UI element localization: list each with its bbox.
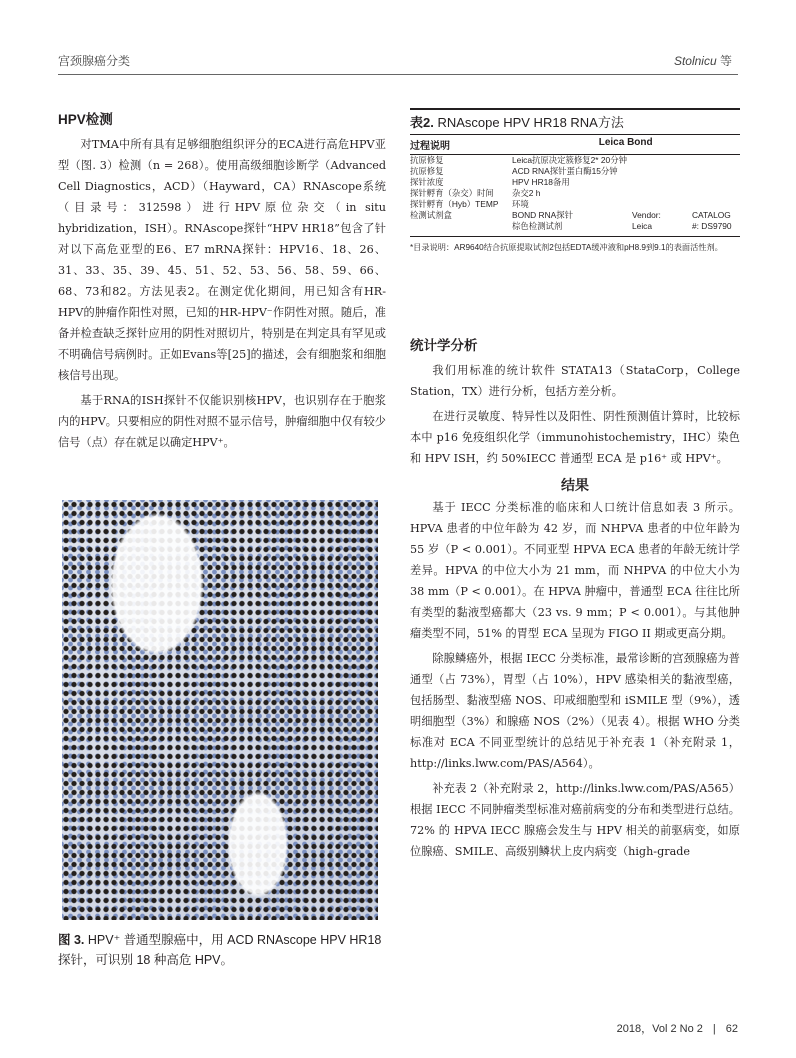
table-row [410, 221, 740, 232]
right-column [410, 108, 740, 866]
table-cell [692, 166, 740, 177]
table-cell: BOND RNA探针 [512, 210, 573, 220]
left-column [58, 108, 386, 457]
figure-caption [58, 930, 388, 970]
table-row [410, 155, 740, 166]
table-cell [632, 177, 692, 188]
table-cell: HPV HR18备用 [512, 177, 570, 187]
table-cell [632, 188, 692, 199]
section-heading-results: 结果 [561, 477, 589, 493]
paragraph: 我们用标准的统计软件 STATA13（StataCorp，College Station，TX）进行分析，包括方差分析。 [410, 364, 740, 398]
table-cell: #: DS9790 [692, 221, 732, 231]
footer-issue: 2018，Vol 2 No 2 [616, 1023, 703, 1035]
table-cell [632, 166, 692, 177]
table-cell: ACD RNA探针蛋白酶15分钟 [512, 166, 618, 176]
paragraph: 基于RNA的ISH探针不仅能识别核HPV，也识别存在于胞浆内的HPV。只要相应的阴性对照不显示信号，肿瘤细胞中仅有较少信号（点）存在就足以确定HPV⁺。 [58, 394, 386, 449]
paragraph: 对TMA中所有具有足够细胞组织评分的ECA进行高危HPV亚型（图. 3）检测（n = 268）。使用高级细胞诊断学（Advanced Cell Diagnostics，ACD）（Hayward，CA）RNAscope系统（目录号：312598）进行HPV原位杂交（in situ hybridization，ISH）。RNAscope探针“HPV HR18”包含了针对以下高危亚型的E6、E7 mRNA探针：HPV16、18、26、31、33、35、39、45、51、52、53、56、58、59、66、68、73和82。方法见表2。在测定优化期间，用已知含有HR-HPV的肿瘤作阳性对照，已知的HR-HPV⁻作阴性对照。随后，准备并检查缺乏探针应用的阴性对照切片，特别是在判定具有罕见或不明确信号病例时。正如Evans等[25]的描述，会有细胞浆和细胞核信号出现。 [58, 138, 386, 382]
table-cell: Vendor: [632, 210, 661, 220]
table-cell [692, 177, 740, 188]
header-rule [58, 74, 738, 75]
page-number: 62 [725, 1023, 738, 1035]
table-cell: 检测试剂盒 [410, 210, 452, 220]
paragraph: 除腺鳞癌外，根据 IECC 分类标准，最常诊断的宫颈腺癌为普通型（占 73%），胃型（占 10%），HPV 感染相关的黏液型癌，包括肠型、黏液型癌 NOS、印戒细胞型和 iSMILE 型（9%），透明细胞型（3%）和腺癌 NOS（2%）（见表 4）。根据 WHO 分类标准对 ECA 不同亚型统计的总结见于补充表 1（补充附录 1，http://links.lww.com/PAS/A564）。 [410, 652, 740, 770]
table-cell: 抗原修复 [410, 166, 444, 176]
author-suffix: 等 [719, 54, 732, 68]
table-cell: 探针浓度 [410, 177, 444, 187]
table-cell: 探针孵育（杂交）时间 [410, 188, 494, 198]
footer-separator: | [712, 1023, 716, 1035]
table-footnote: *目录说明：AR9640结合抗原提取试剂2包括EDTA缓冲液和pH8.9到9.1的表面活性剂。 [410, 236, 740, 254]
table-cell: CATALOG [692, 210, 731, 220]
section-heading-statistics: 统计学分析 [410, 338, 478, 353]
table-2 [410, 108, 740, 254]
paragraph: 基于 IECC 分类标准的临床和人口统计信息如表 3 所示。HPVA 患者的中位年龄为 42 岁，而 NHPVA 患者的中位年龄为 55 岁（P < 0.001）。不同亚型 HPVA ECA 患者的年龄无统计学差异。HPVA 的中位大小为 21 mm，而 NHPVA 的中位大小为 38 mm（P < 0.001）。在 HPVA 肿瘤中，普通型 ECA 往往比所有类型的黏液型癌都大（23 vs. 9 mm；P < 0.001）。与其他肿瘤类型不同，51% 的胃型 ECA 呈现为 FIGO II 期或更高分期。 [410, 501, 740, 640]
table-title [410, 108, 740, 131]
running-header-title: 宫颈腺癌分类 [58, 54, 131, 68]
table-header-cell: Leica Bond [598, 137, 653, 148]
table-header-cell: 过程说明 [410, 141, 450, 152]
table-cell: 杂交2 h [512, 188, 541, 198]
paragraph: 补充表 2（补充附录 2，http://links.lww.com/PAS/A565）根据 IECC 不同肿瘤类型标准对癌前病变的分布和类型进行总结。72% 的 HPVA IECC 腺癌会发生与 HPV 相关的前驱病变，如原位腺癌、SMILE、高级别鳞状上皮内病变（high-grade [410, 782, 740, 858]
paragraph: 在进行灵敏度、特异性以及阳性、阴性预测值计算时，比较标本中 p16 免疫组织化学（immunohistochemistry，IHC）染色和 HPV ISH，约 50%IECC 普通型 ECA 是 p16⁺ 或 HPV⁺。 [410, 410, 740, 465]
table-row [410, 199, 740, 210]
page-footer [617, 1020, 738, 1036]
table-cell [632, 199, 692, 210]
running-header-author [674, 52, 732, 69]
table-cell: 环境 [512, 199, 529, 209]
figure-caption-text: HPV⁺ 普通型腺癌中，用 ACD RNAscope HPV HR18 探针，可识别 18 种高危 HPV。 [58, 933, 382, 967]
table-label: 表2. [410, 115, 434, 130]
table-cell [410, 221, 512, 232]
table-cell [692, 188, 740, 199]
table-row [410, 188, 740, 199]
figure-3-micrograph [62, 500, 378, 920]
table-cell: Leica [632, 221, 653, 231]
table-row [410, 177, 740, 188]
table-title-text: RNAscope HPV HR18 RNA方法 [437, 115, 624, 130]
section-heading-hpv-testing: HPV检测 [58, 112, 113, 127]
figure-label: 图 3. [58, 933, 85, 947]
table-row [410, 210, 740, 221]
table-body [410, 155, 740, 232]
table-cell [632, 155, 692, 166]
table-row [410, 166, 740, 177]
table-cell: 探针孵育（Hyb）TEMP [410, 199, 499, 209]
table-cell [692, 199, 740, 210]
table-cell: Leica抗原决定簇修复2* 20分钟 [512, 155, 627, 165]
author-name: Stolnicu [673, 54, 717, 68]
table-cell: 棕色检测试剂 [512, 221, 563, 231]
table-cell: 抗原修复 [410, 155, 444, 165]
table-header-row [410, 134, 740, 155]
table-cell [692, 155, 740, 166]
